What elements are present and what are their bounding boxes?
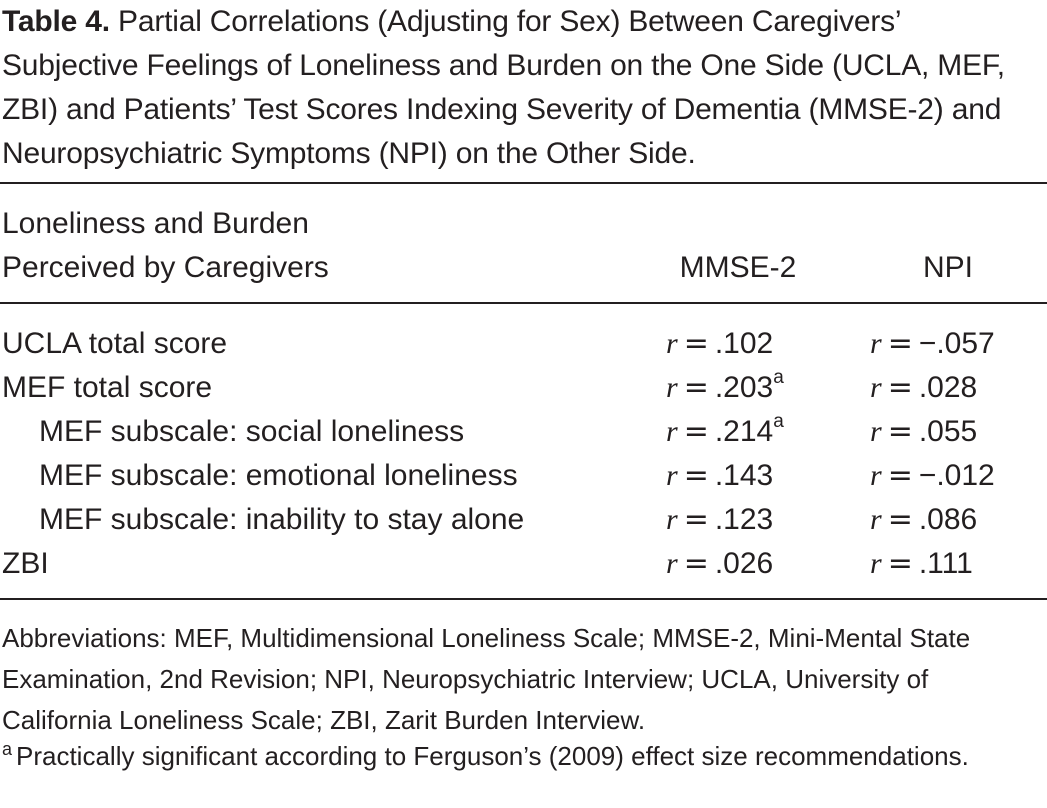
row-label-header-line1: Loneliness and Burden bbox=[2, 207, 309, 240]
correlation-value: .123 bbox=[714, 503, 774, 536]
equals-sign: = bbox=[887, 414, 913, 449]
equals-sign: = bbox=[683, 326, 709, 361]
stat-symbol: r bbox=[870, 503, 882, 536]
correlation-value: .055 bbox=[918, 415, 978, 448]
cell-npi bbox=[870, 498, 977, 542]
correlation-value: .111 bbox=[918, 547, 973, 580]
row-label: ZBI bbox=[2, 547, 49, 580]
stat-symbol: r bbox=[666, 503, 678, 536]
stat-symbol: r bbox=[666, 459, 678, 492]
table-title: Partial Correlations (Adjusting for Sex) Between Caregivers’ Subjective Feelings of Loneliness and Burden on the One Side (UCLA, MEF, ZBI) and Patients’ Test Scores Indexing Severity of Dementia (MMSE-2) and Neuropsychiatric Symptoms (NPI) on the Other Side. bbox=[2, 5, 1005, 170]
equals-sign: = bbox=[887, 458, 913, 493]
stat-symbol: r bbox=[666, 327, 678, 360]
cell-npi bbox=[870, 322, 995, 366]
column-header-mmse: MMSE-2 bbox=[679, 251, 797, 284]
footnote-mark: a bbox=[2, 739, 13, 759]
equals-sign: = bbox=[887, 326, 913, 361]
significance-mark: a bbox=[773, 367, 784, 388]
equals-sign: = bbox=[887, 502, 913, 537]
correlation-value: .214 bbox=[714, 415, 774, 448]
column-header-npi: NPI bbox=[922, 251, 973, 284]
top-rule bbox=[0, 182, 1047, 184]
correlation-value: .086 bbox=[918, 503, 978, 536]
footnote-text: Practically significant according to Ferguson’s (2009) effect size recommendations. bbox=[16, 741, 969, 771]
correlation-value: .143 bbox=[714, 459, 774, 492]
row-label: MEF subscale: emotional loneliness bbox=[39, 459, 518, 492]
row-label-header-line2: Perceived by Caregivers bbox=[2, 251, 329, 284]
stat-symbol: r bbox=[870, 371, 882, 404]
significance-mark: a bbox=[773, 411, 784, 432]
stat-symbol: r bbox=[666, 371, 678, 404]
correlation-value: .102 bbox=[714, 327, 774, 360]
correlation-value: .203 bbox=[714, 371, 774, 404]
table-label: Table 4. bbox=[2, 5, 110, 38]
cell-mmse bbox=[666, 542, 773, 586]
stat-symbol: r bbox=[666, 415, 678, 448]
cell-mmse bbox=[666, 366, 784, 410]
equals-sign: = bbox=[887, 370, 913, 405]
table-caption bbox=[2, 0, 1042, 176]
bottom-rule bbox=[0, 598, 1047, 600]
cell-mmse bbox=[666, 322, 773, 366]
row-label: MEF subscale: inability to stay alone bbox=[39, 503, 525, 536]
cell-npi bbox=[870, 366, 977, 410]
cell-npi bbox=[870, 542, 973, 586]
stat-symbol: r bbox=[870, 547, 882, 580]
equals-sign: = bbox=[683, 370, 709, 405]
row-label: MEF subscale: social loneliness bbox=[39, 415, 465, 448]
equals-sign: = bbox=[887, 546, 913, 581]
stat-symbol: r bbox=[870, 327, 882, 360]
equals-sign: = bbox=[683, 458, 709, 493]
cell-npi bbox=[870, 410, 977, 454]
correlation-value: .028 bbox=[918, 371, 978, 404]
stat-symbol: r bbox=[870, 415, 882, 448]
correlation-value: −.012 bbox=[918, 459, 995, 492]
equals-sign: = bbox=[683, 414, 709, 449]
header-rule bbox=[0, 302, 1047, 304]
stat-symbol: r bbox=[666, 547, 678, 580]
cell-mmse bbox=[666, 454, 773, 498]
table-footnote bbox=[2, 736, 1042, 777]
stat-symbol: r bbox=[870, 459, 882, 492]
row-label: UCLA total score bbox=[2, 327, 228, 360]
equals-sign: = bbox=[683, 546, 709, 581]
cell-npi bbox=[870, 454, 995, 498]
correlation-value: −.057 bbox=[918, 327, 995, 360]
row-label: MEF total score bbox=[2, 371, 213, 404]
equals-sign: = bbox=[683, 502, 709, 537]
correlation-value: .026 bbox=[714, 547, 774, 580]
table-abbreviations: Abbreviations: MEF, Multidimensional Loneliness Scale; MMSE-2, Mini-Mental State Examination, 2nd Revision; NPI, Neuropsychiatric Interview; UCLA, University of California Loneliness Scale; ZBI, Zarit Burden Interview. bbox=[2, 623, 971, 735]
cell-mmse bbox=[666, 498, 773, 542]
cell-mmse bbox=[666, 410, 784, 454]
